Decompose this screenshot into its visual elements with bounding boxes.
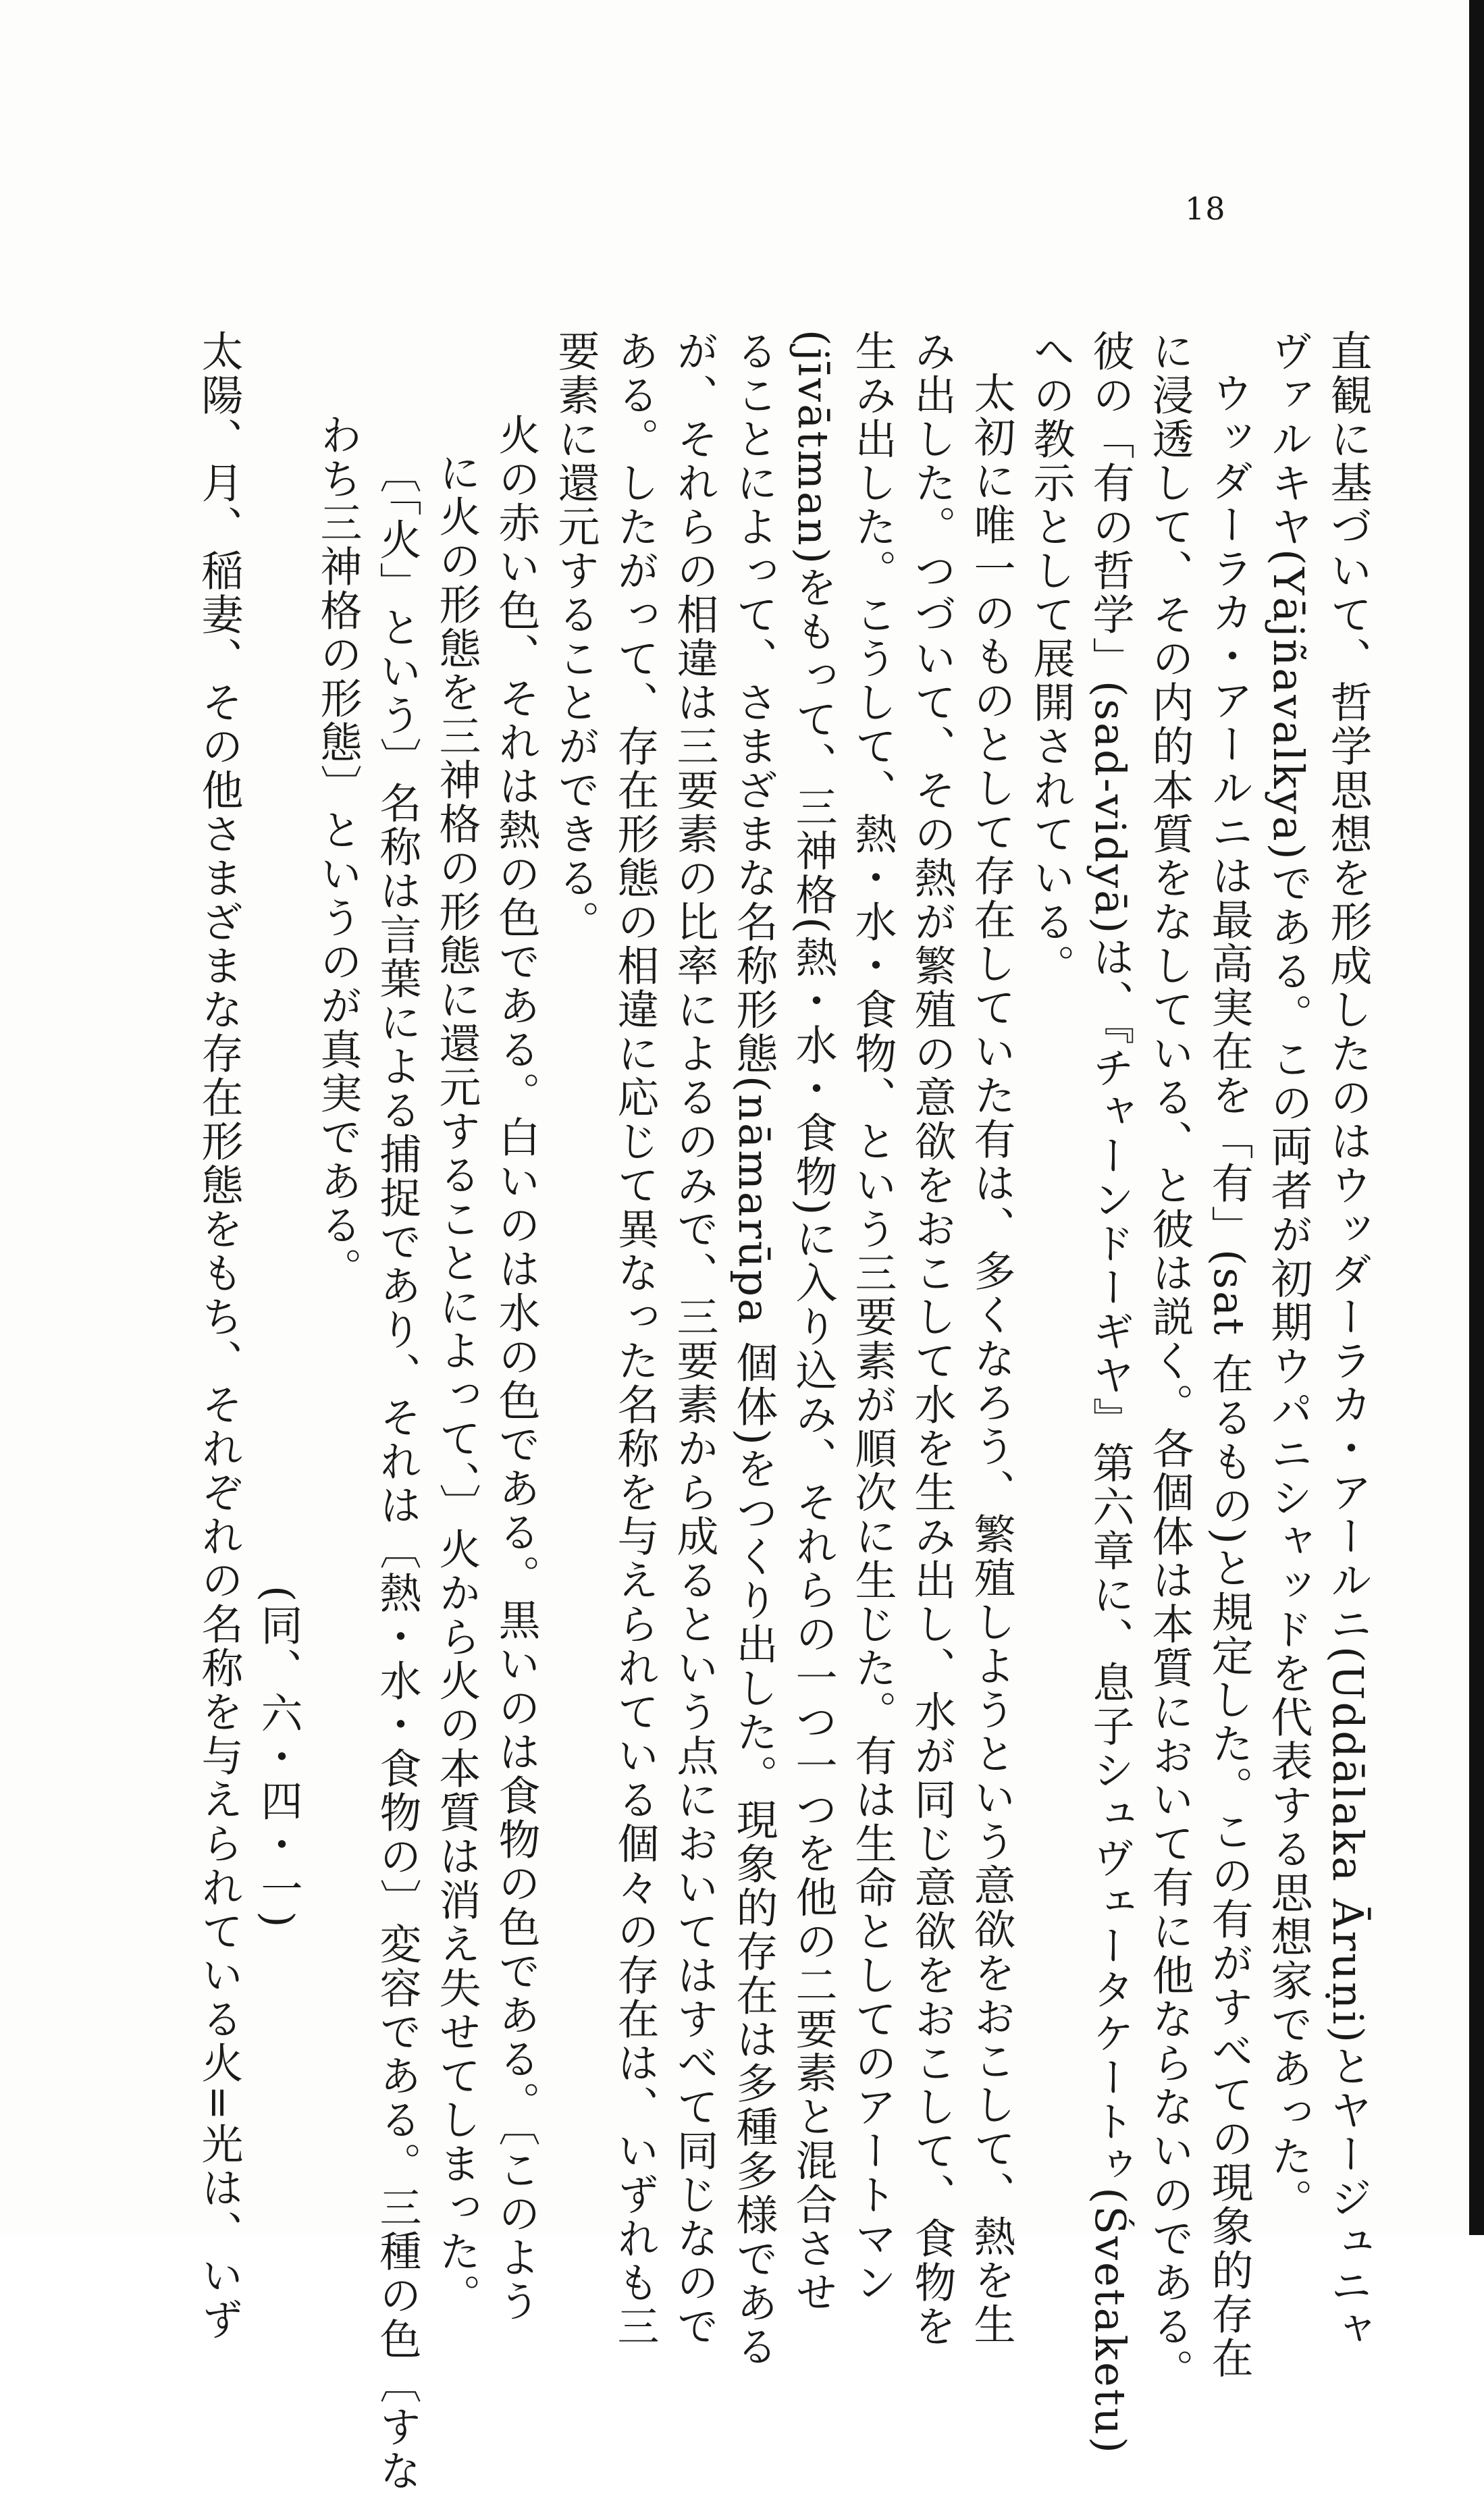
quoted-text-line: 〔「火」という〕名称は言葉による捕捉であり、それは〔熱・水・食物の〕変容である。三種の色〔すな xyxy=(373,451,422,2493)
text-line: 生み出した。こうして、熱・水・食物、という三要素が順次に生じた。有は生命としてのアートマン xyxy=(848,330,897,2305)
text-line: み出した。つづいて、その熱が繁殖の意欲をおこして水を生み出し、水が同じ意欲をおこして、食物を xyxy=(907,330,957,2348)
citation: (同、六・四・一) xyxy=(254,1585,303,1930)
text-line: への教示として展開されている。 xyxy=(1026,330,1076,988)
quoted-text-line: わち三神格の形態〕というのが真実である。 xyxy=(313,413,363,1291)
text-line: 太陽、月、稲妻、その他さまざまな存在形態をもち、それぞれの名称を与えられている火=光は、いず xyxy=(194,330,244,2342)
text-line: に浸透して、その内的本質をなしている、と彼は説く。各個体は本質において有に他ならないのである。 xyxy=(1145,330,1194,2392)
vertical-text-body xyxy=(54,330,1377,2493)
quoted-text-line: に火の形態を三神格の形態に還元することによって、〕火から火の本質は消え失せてしまった。 xyxy=(432,451,481,2317)
text-line: (jīvātman)をもって、三神格(熱・水・食物)に入り込み、それらの一つ一つを他の二要素と混合させ xyxy=(789,330,838,2315)
text-line: 太初に唯一のものとして存在していた有は、多くなろう、繁殖しようという意欲をおこして、熱を生 xyxy=(967,371,1016,2346)
scan-edge-shadow xyxy=(1469,0,1484,2235)
text-line: ヴァルキヤ(Yājñavalkya)である。この両者が初期ウパニシャッドを代表する思想家であった。 xyxy=(1264,330,1313,2222)
text-line: が、それらの相違は三要素の比率によるのみで、三要素から成るという点においてはすべて同じなので xyxy=(670,330,719,2348)
text-line: 彼の「有の哲学」(sad-vidyā)は、『チャーンドーギヤ』第六章に、息子シュヴェータケートゥ(Śvetaketu) xyxy=(1086,330,1135,2455)
page-number: 18 xyxy=(1185,190,1226,227)
text-line: ウッダーラカ・アールニは最高実在を「有」(sat 在るもの)と規定した。この有がすべての現象的存在 xyxy=(1204,371,1254,2380)
quoted-text-line: 火の赤い色、それは熱の色である。白いのは水の色である。黒いのは食物の色である。〔このよう xyxy=(492,413,541,2324)
text-line: ることによって、さまざまな名称形態(nāmarūpa 個体)をつくり出した。現象的存在は多種多様である xyxy=(729,330,778,2369)
text-line: 要素に還元することができる。 xyxy=(551,330,600,944)
text-line: 直観に基づいて、哲学思想を形成したのはウッダーラカ・アールニ(Uddālaka Āruṇi)とヤージュニャ xyxy=(1323,330,1373,2353)
text-line: ある。したがって、存在形態の相違に応じて異なった名称を与えられている個々の存在は、いずれも三 xyxy=(610,330,660,2348)
